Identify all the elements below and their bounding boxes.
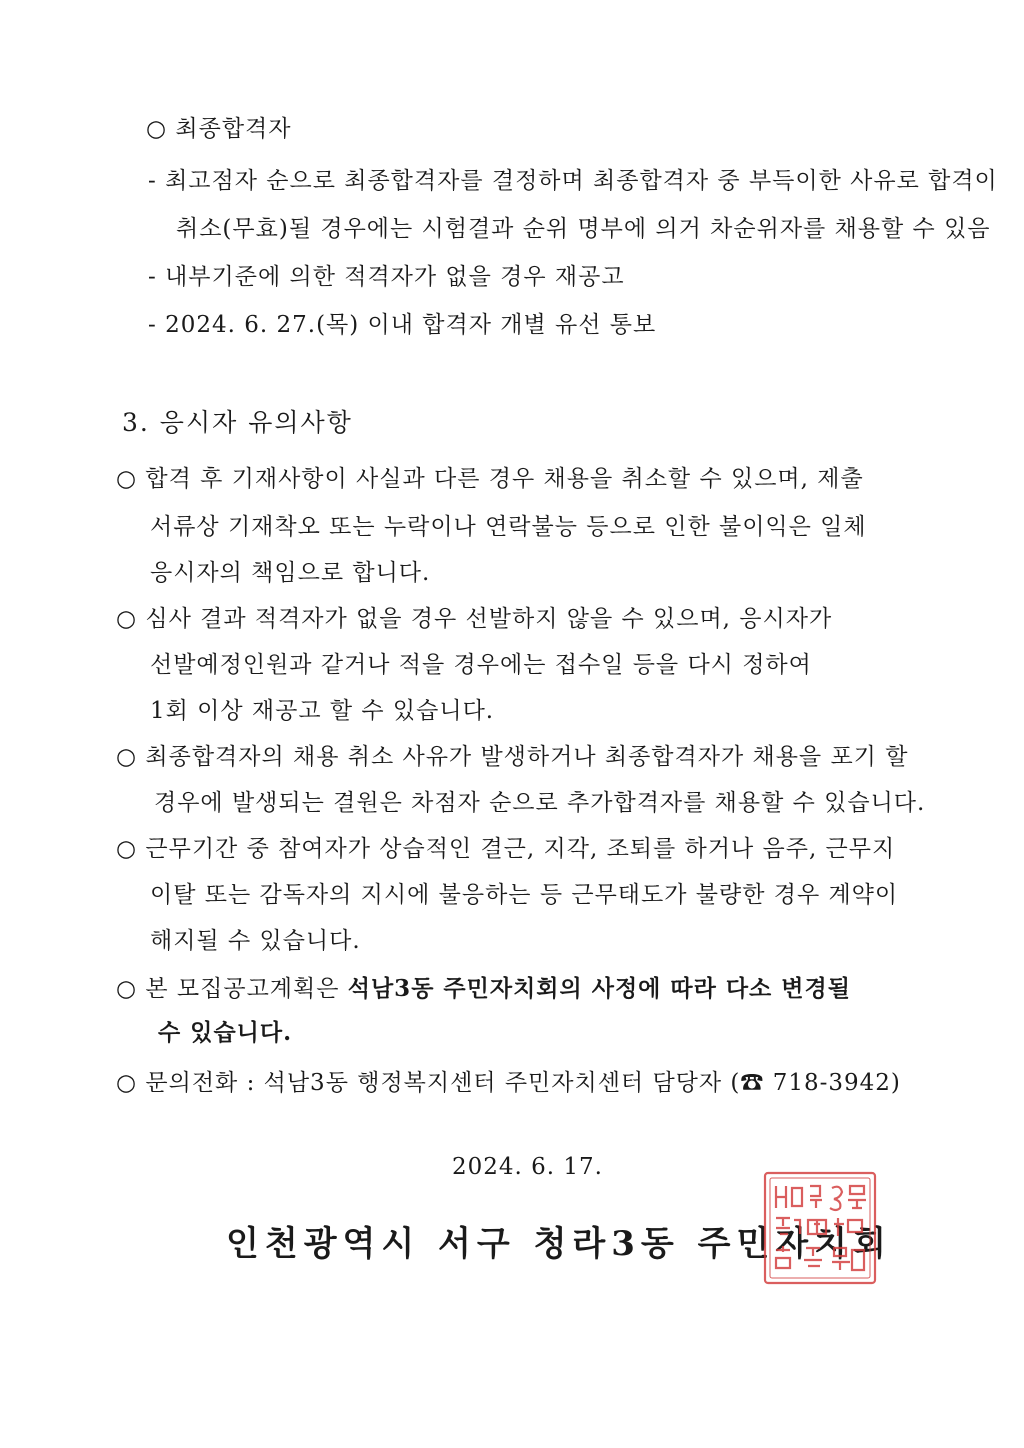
- note-2-cont-1: 선발예정인원과 같거나 적을 경우에는 접수일 등을 다시 정하여: [150, 652, 812, 678]
- note-5-prefix: ○ 본 모집공고계획은: [116, 976, 340, 1002]
- note-5-cont: 수 있습니다.: [158, 1019, 293, 1046]
- note-1: ○ 합격 후 기재사항이 사실과 다른 경우 채용을 취소할 수 있으며, 제출: [116, 466, 864, 492]
- note-3-cont: 경우에 발생되는 결원은 차점자 순으로 추가합격자를 채용할 수 있습니다.: [154, 790, 926, 816]
- note-4-cont-1: 이탈 또는 감독자의 지시에 불응하는 등 근무태도가 불량한 경우 계약이: [150, 882, 899, 908]
- contact-line: ○ 문의전화 : 석남3동 행정복지센터 주민자치센터 담당자 (☎ 718-3942): [116, 1070, 901, 1096]
- note-4: ○ 근무기간 중 참여자가 상습적인 결근, 지각, 조퇴를 하거나 음주, 근무지: [116, 836, 896, 862]
- note-2: ○ 심사 결과 적격자가 없을 경우 선발하지 않을 수 있으며, 응시자가: [116, 606, 833, 632]
- seal-graphic: [762, 1170, 878, 1286]
- final-item-1-cont: 취소(무효)될 경우에는 시험결과 순위 명부에 의거 차순위자를 채용할 수 있음: [176, 216, 991, 242]
- final-item-3: - 2024. 6. 27.(목) 이내 합격자 개별 유선 통보: [148, 312, 657, 338]
- notice-date: 2024. 6. 17.: [452, 1154, 603, 1180]
- note-5-bold: 석남3동 주민자치회의 사정에 따라 다소 변경될: [347, 975, 851, 1002]
- note-3: ○ 최종합격자의 채용 취소 사유가 발생하거나 최종합격자가 채용을 포기 할: [116, 744, 909, 770]
- section-heading-notes: 3. 응시자 유의사항: [122, 408, 353, 437]
- issuing-organization: 인천광역시 서구 청라3동 주민자치회: [226, 1224, 892, 1264]
- note-5: [116, 974, 851, 1004]
- note-4-cont-2: 해지될 수 있습니다.: [150, 928, 361, 954]
- final-item-1: - 최고점자 순으로 최종합격자를 결정하며 최종합격자 중 부득이한 사유로 합격이: [148, 168, 998, 194]
- note-1-cont-2: 응시자의 책임으로 합니다.: [150, 560, 431, 586]
- final-heading: ○ 최종합격자: [146, 116, 292, 142]
- note-2-cont-2: 1회 이상 재공고 할 수 있습니다.: [150, 698, 495, 724]
- note-1-cont-1: 서류상 기재착오 또는 누락이나 연락불능 등으로 인한 불이익은 일체: [150, 514, 867, 540]
- final-item-2: - 내부기준에 의한 적격자가 없을 경우 재공고: [148, 264, 625, 290]
- official-seal: [762, 1170, 878, 1286]
